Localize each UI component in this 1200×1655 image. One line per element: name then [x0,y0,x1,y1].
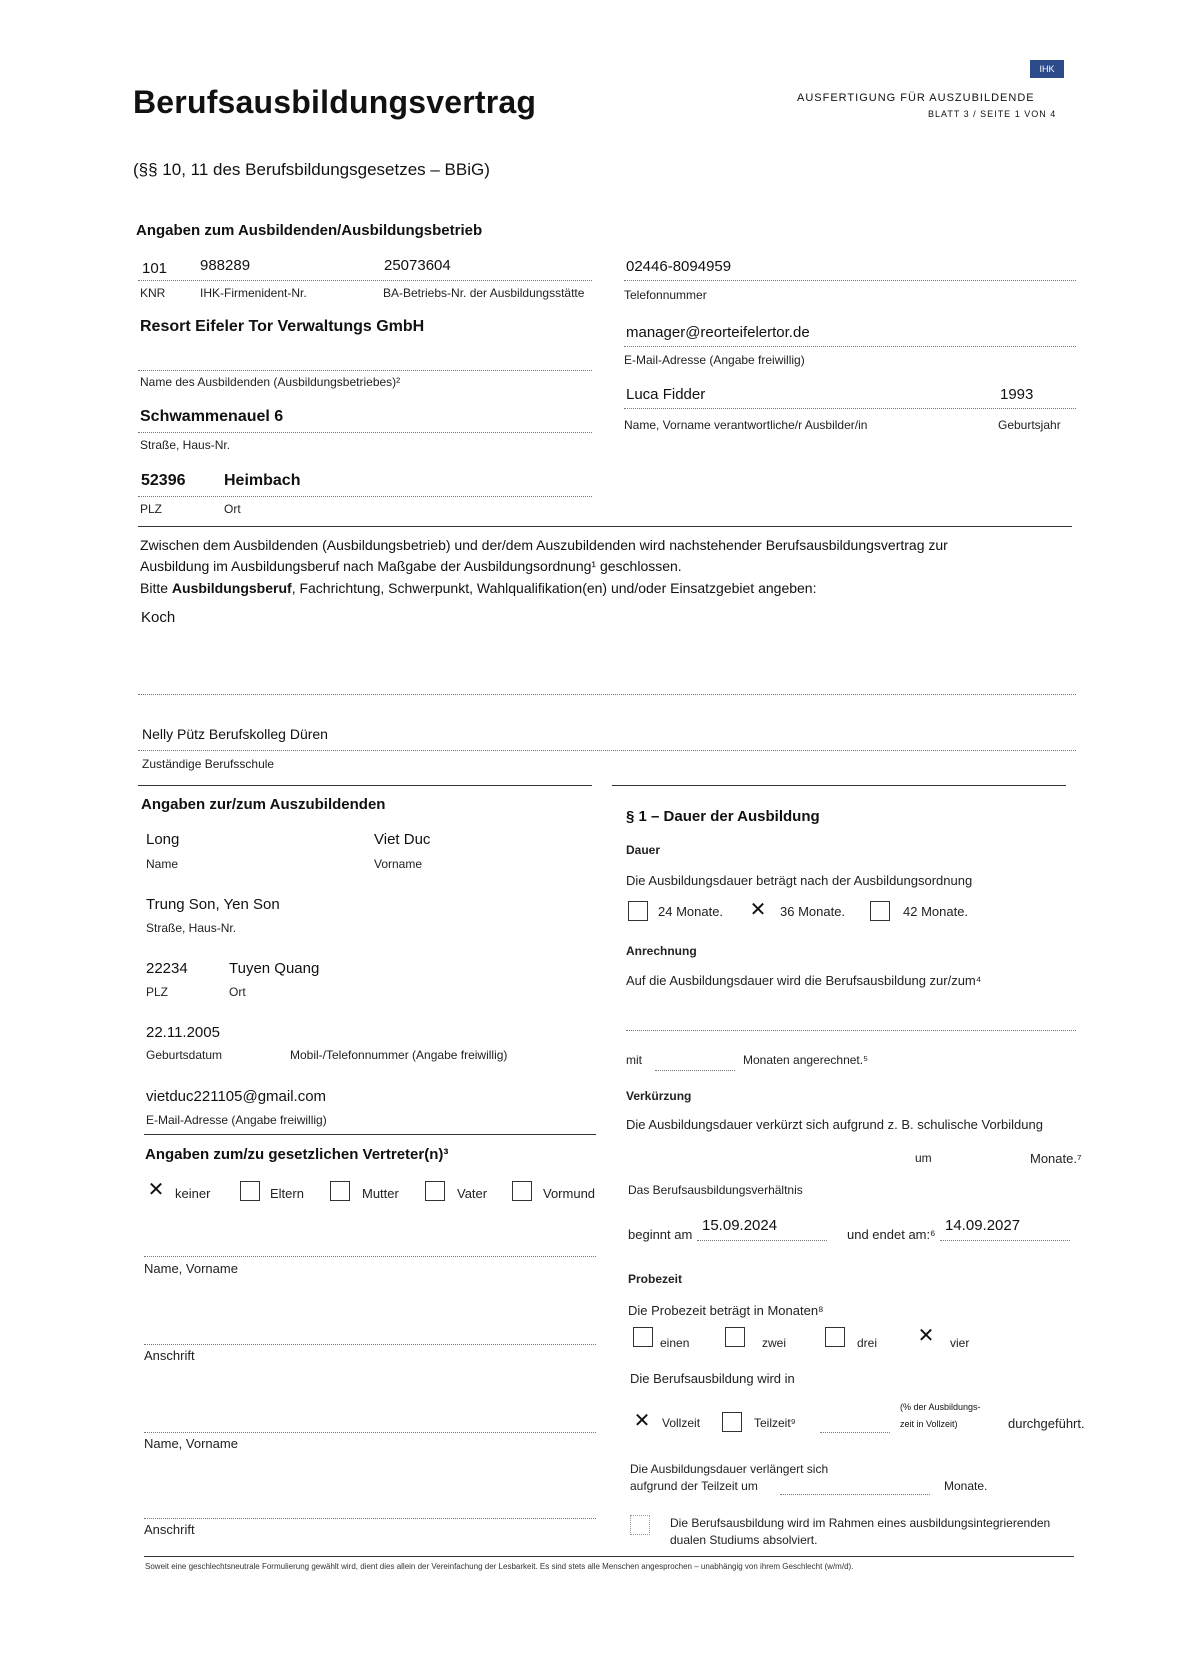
guardian-name-label-1: Name, Vorname [144,1261,238,1276]
intro-line-3: Bitte Ausbildungsberuf, Fachrichtung, Schwerpunkt, Wahlqualifikation(en) und/oder Einsatzgebiet angeben: [140,580,817,596]
guardian-option-checkbox[interactable] [330,1181,350,1201]
duration-option-checkbox[interactable]: ✕ [749,899,767,921]
ba-nr-value: 25073604 [384,257,451,274]
probation-option-checkbox[interactable] [725,1327,745,1347]
guardian-heading: Angaben zum/zu gesetzlichen Vertreter(n)³ [145,1146,449,1163]
phone-value: 02446-8094959 [626,258,732,275]
ihk-id-value: 988289 [200,257,251,274]
probation-option-label: vier [950,1336,970,1350]
trainee-zip: 22234 [146,960,188,977]
guardian-option-checkbox[interactable]: ✕ [147,1179,165,1201]
email-value: manager@reorteifelertor.de [626,324,810,341]
duration-option-label: 42 Monate. [903,904,969,919]
duration-option-checkbox[interactable] [870,901,890,921]
reduction-um: um [915,1151,932,1165]
probation-option-label: drei [857,1336,878,1350]
employer-street: Schwammenauel 6 [140,408,284,425]
ihk-logo: IHK [1030,60,1064,78]
mode-text: Die Berufsausbildung wird in [630,1371,795,1386]
dual-study-checkbox[interactable] [630,1515,650,1535]
duration-heading: § 1 – Dauer der Ausbildung [626,808,820,825]
footer-note: Soweit eine geschlechtsneutrale Formulierung gewählt wird, dient dies allein der Vereinfachung der Lesbarkeit. Es sind stets alle Menschen angesprochen – unabhängig von ihrem Geschlecht (w/m/d). [145,1562,854,1571]
sheet-label: BLATT 3 / SEITE 1 VON 4 [928,109,1057,119]
duration-option-checkbox[interactable] [628,901,648,921]
intro-line-1: Zwischen dem Ausbildenden (Ausbildungsbetrieb) und der/dem Auszubildenden wird nachstehender Berufsausbildungsvertrag zur [140,537,948,553]
guardian-name-label-2: Name, Vorname [144,1436,238,1451]
trainee-heading: Angaben zur/zum Auszubildenden [141,796,386,813]
guardian-address-label-2: Anschrift [144,1522,195,1537]
extension-months: Monate. [944,1479,988,1493]
trainee-street-label: Straße, Haus-Nr. [146,921,237,935]
trainer-label: Name, Vorname verantwortliche/r Ausbilder/in [624,418,868,432]
credit-months: Monaten angerechnet.⁵ [743,1053,869,1067]
trainee-mobile-label: Mobil-/Telefonnummer (Angabe freiwillig) [290,1048,508,1062]
trainee-email: vietduc221105@gmail.com [146,1088,327,1105]
probation-option-checkbox[interactable]: ✕ [917,1325,935,1347]
duration-sub-verkuerzung: Verkürzung [626,1089,692,1103]
employer-heading: Angaben zum Ausbildenden/Ausbildungsbetrieb [136,222,483,239]
trainee-city: Tuyen Quang [229,960,320,977]
trainee-city-label: Ort [229,985,246,999]
employer-zip: 52396 [141,472,186,489]
trainee-last-name-label: Name [146,857,179,871]
duration-sub-anrechnung: Anrechnung [626,944,697,958]
guardian-option-label: Vormund [543,1186,596,1201]
done-label: durchgeführt. [1008,1416,1085,1431]
page-subtitle: (§§ 10, 11 des Berufsbildungsgesetzes – BBiG) [133,160,490,179]
trainee-birth-label: Geburtsdatum [146,1048,223,1062]
reduction-months: Monate.⁷ [1030,1151,1082,1166]
trainee-email-label: E-Mail-Adresse (Angabe freiwillig) [146,1113,327,1127]
end-label: und endet am:⁶ [847,1227,936,1242]
dual-study-text-1: Die Berufsausbildung wird im Rahmen eines ausbildungsintegrierenden [670,1516,1051,1530]
begin-label: beginnt am [628,1227,693,1242]
end-value: 14.09.2027 [945,1217,1021,1234]
phone-label: Telefonnummer [624,288,707,302]
guardian-address-label-1: Anschrift [144,1348,195,1363]
begin-value: 15.09.2024 [702,1217,778,1234]
trainee-birth: 22.11.2005 [146,1024,220,1041]
extension-text-1: Die Ausbildungsdauer verlängert sich [630,1462,829,1476]
probation-option-label: zwei [762,1336,787,1350]
probation-option-checkbox[interactable] [825,1327,845,1347]
reduction-text: Die Ausbildungsdauer verkürzt sich aufgrund z. B. schulische Vorbildung [626,1117,1043,1132]
trainer-year-value: 1993 [1000,386,1034,403]
ihk-id-label: IHK-Firmenident-Nr. [200,286,307,300]
knr-label: KNR [140,286,166,300]
guardian-option-label: Eltern [270,1186,304,1201]
trainee-first-name-label: Vorname [374,857,423,871]
trainee-first-name: Viet Duc [374,831,431,848]
probation-option-label: einen [660,1336,690,1350]
extension-text-2: aufgrund der Teilzeit um [630,1479,758,1493]
probation-text: Die Probezeit beträgt in Monaten⁸ [628,1303,824,1318]
full-time-label: Vollzeit [662,1416,701,1430]
employer-city: Heimbach [224,472,301,489]
guardian-option-checkbox[interactable] [512,1181,532,1201]
part-time-checkbox[interactable] [722,1412,742,1432]
trainee-zip-label: PLZ [146,985,169,999]
probation-heading: Probezeit [628,1272,683,1286]
trainer-year-label: Geburtsjahr [998,418,1061,432]
trainee-last-name: Long [146,831,180,848]
full-time-checkbox[interactable]: ✕ [633,1410,651,1432]
credit-mit: mit [626,1053,642,1067]
guardian-option-checkbox[interactable] [425,1181,445,1201]
employer-zip-label: PLZ [140,502,163,516]
guardian-option-label: Vater [457,1186,488,1201]
duration-text: Die Ausbildungsdauer beträgt nach der Ausbildungsordnung [626,873,973,888]
page-title: Berufsausbildungsvertrag [133,84,537,120]
guardian-option-label: Mutter [362,1186,399,1201]
copy-label: AUSFERTIGUNG FÜR AUSZUBILDENDE [797,92,1035,104]
trainer-value: Luca Fidder [626,386,706,403]
profession-value: Koch [141,609,176,626]
school-value: Nelly Pütz Berufskolleg Düren [142,726,328,742]
dual-study-text-2: dualen Studiums absolviert. [670,1533,818,1547]
duration-option-label: 24 Monate. [658,904,724,919]
employer-name: Resort Eifeler Tor Verwaltungs GmbH [140,318,425,335]
duration-option-label: 36 Monate. [780,904,846,919]
employer-street-label: Straße, Haus-Nr. [140,438,231,452]
part-time-label: Teilzeit⁹ [754,1416,796,1430]
ba-nr-label: BA-Betriebs-Nr. der Ausbildungsstätte [383,286,585,300]
guardian-option-label: keiner [175,1186,211,1201]
email-label: E-Mail-Adresse (Angabe freiwillig) [624,353,805,367]
trainee-street: Trung Son, Yen Son [146,896,280,913]
percent-note-2: zeit in Vollzeit) [900,1419,958,1429]
guardian-option-checkbox[interactable] [240,1181,260,1201]
employer-city-label: Ort [224,502,241,516]
duration-sub-dauer: Dauer [626,843,661,857]
probation-option-checkbox[interactable] [633,1327,653,1347]
percent-note-1: (% der Ausbildungs- [900,1402,981,1412]
knr-value: 101 [142,260,168,277]
credit-text: Auf die Ausbildungsdauer wird die Berufsausbildung zur/zum⁴ [626,973,982,988]
intro-line-2: Ausbildung im Ausbildungsberuf nach Maßgabe der Ausbildungsordnung¹ geschlossen. [140,558,682,574]
employer-name-label: Name des Ausbildenden (Ausbildungsbetriebes)² [140,375,401,389]
school-label: Zuständige Berufsschule [142,757,275,771]
relationship-label: Das Berufsausbildungsverhältnis [628,1183,803,1197]
